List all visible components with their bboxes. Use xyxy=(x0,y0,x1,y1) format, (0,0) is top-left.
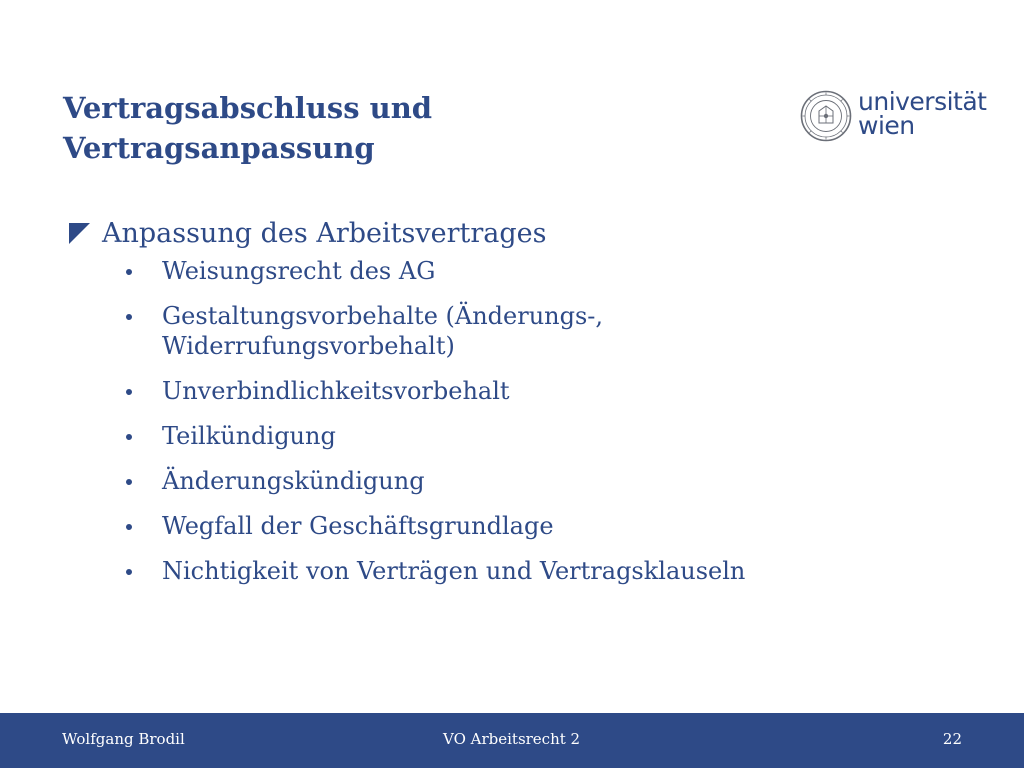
bullet-text: Teilkündigung xyxy=(162,422,336,450)
bullet-item xyxy=(68,556,968,586)
triangle-bullet-icon xyxy=(69,223,90,244)
bullet-list xyxy=(68,256,968,586)
bullet-item xyxy=(68,511,968,541)
bullet-text: Unverbindlichkeitsvorbehalt xyxy=(162,377,510,405)
section-heading-text: Anpassung des Arbeitsvertrages xyxy=(102,218,547,249)
university-logo xyxy=(800,88,990,144)
slide-title-line-1: Vertragsabschluss und xyxy=(63,91,433,125)
footer-page-number: 22 xyxy=(942,730,962,748)
logo-word-1: universität xyxy=(858,87,987,116)
bullet-dot-icon xyxy=(126,569,132,575)
logo-wordmark xyxy=(858,87,987,140)
bullet-item xyxy=(68,301,968,361)
slide-title-line-2: Vertragsanpassung xyxy=(63,131,375,165)
logo-word-2: wien xyxy=(858,111,915,140)
footer-bar xyxy=(0,713,1024,768)
bullet-dot-icon xyxy=(126,479,132,485)
bullet-text-continued: Widerrufungsvorbehalt) xyxy=(162,332,455,360)
bullet-dot-icon xyxy=(126,314,132,320)
bullet-item xyxy=(68,376,968,406)
bullet-item xyxy=(68,466,968,496)
bullet-item xyxy=(68,256,968,286)
bullet-item xyxy=(68,421,968,451)
slide-title xyxy=(63,88,703,168)
footer-course: VO Arbeitsrecht 2 xyxy=(443,730,581,748)
bullet-dot-icon xyxy=(126,524,132,530)
section-heading xyxy=(68,214,968,254)
bullet-text: Weisungsrecht des AG xyxy=(162,257,436,285)
bullet-dot-icon xyxy=(126,269,132,275)
bullet-dot-icon xyxy=(126,389,132,395)
bullet-text: Wegfall der Geschäftsgrundlage xyxy=(162,512,554,540)
bullet-text: Änderungskündigung xyxy=(162,467,425,495)
university-seal-icon xyxy=(800,90,852,142)
bullet-text: Gestaltungsvorbehalte (Änderungs-, xyxy=(162,302,604,330)
bullet-text: Nichtigkeit von Verträgen und Vertragsklauseln xyxy=(162,557,746,585)
bullet-dot-icon xyxy=(126,434,132,440)
footer-author: Wolfgang Brodil xyxy=(62,730,185,748)
slide-content xyxy=(68,214,968,601)
